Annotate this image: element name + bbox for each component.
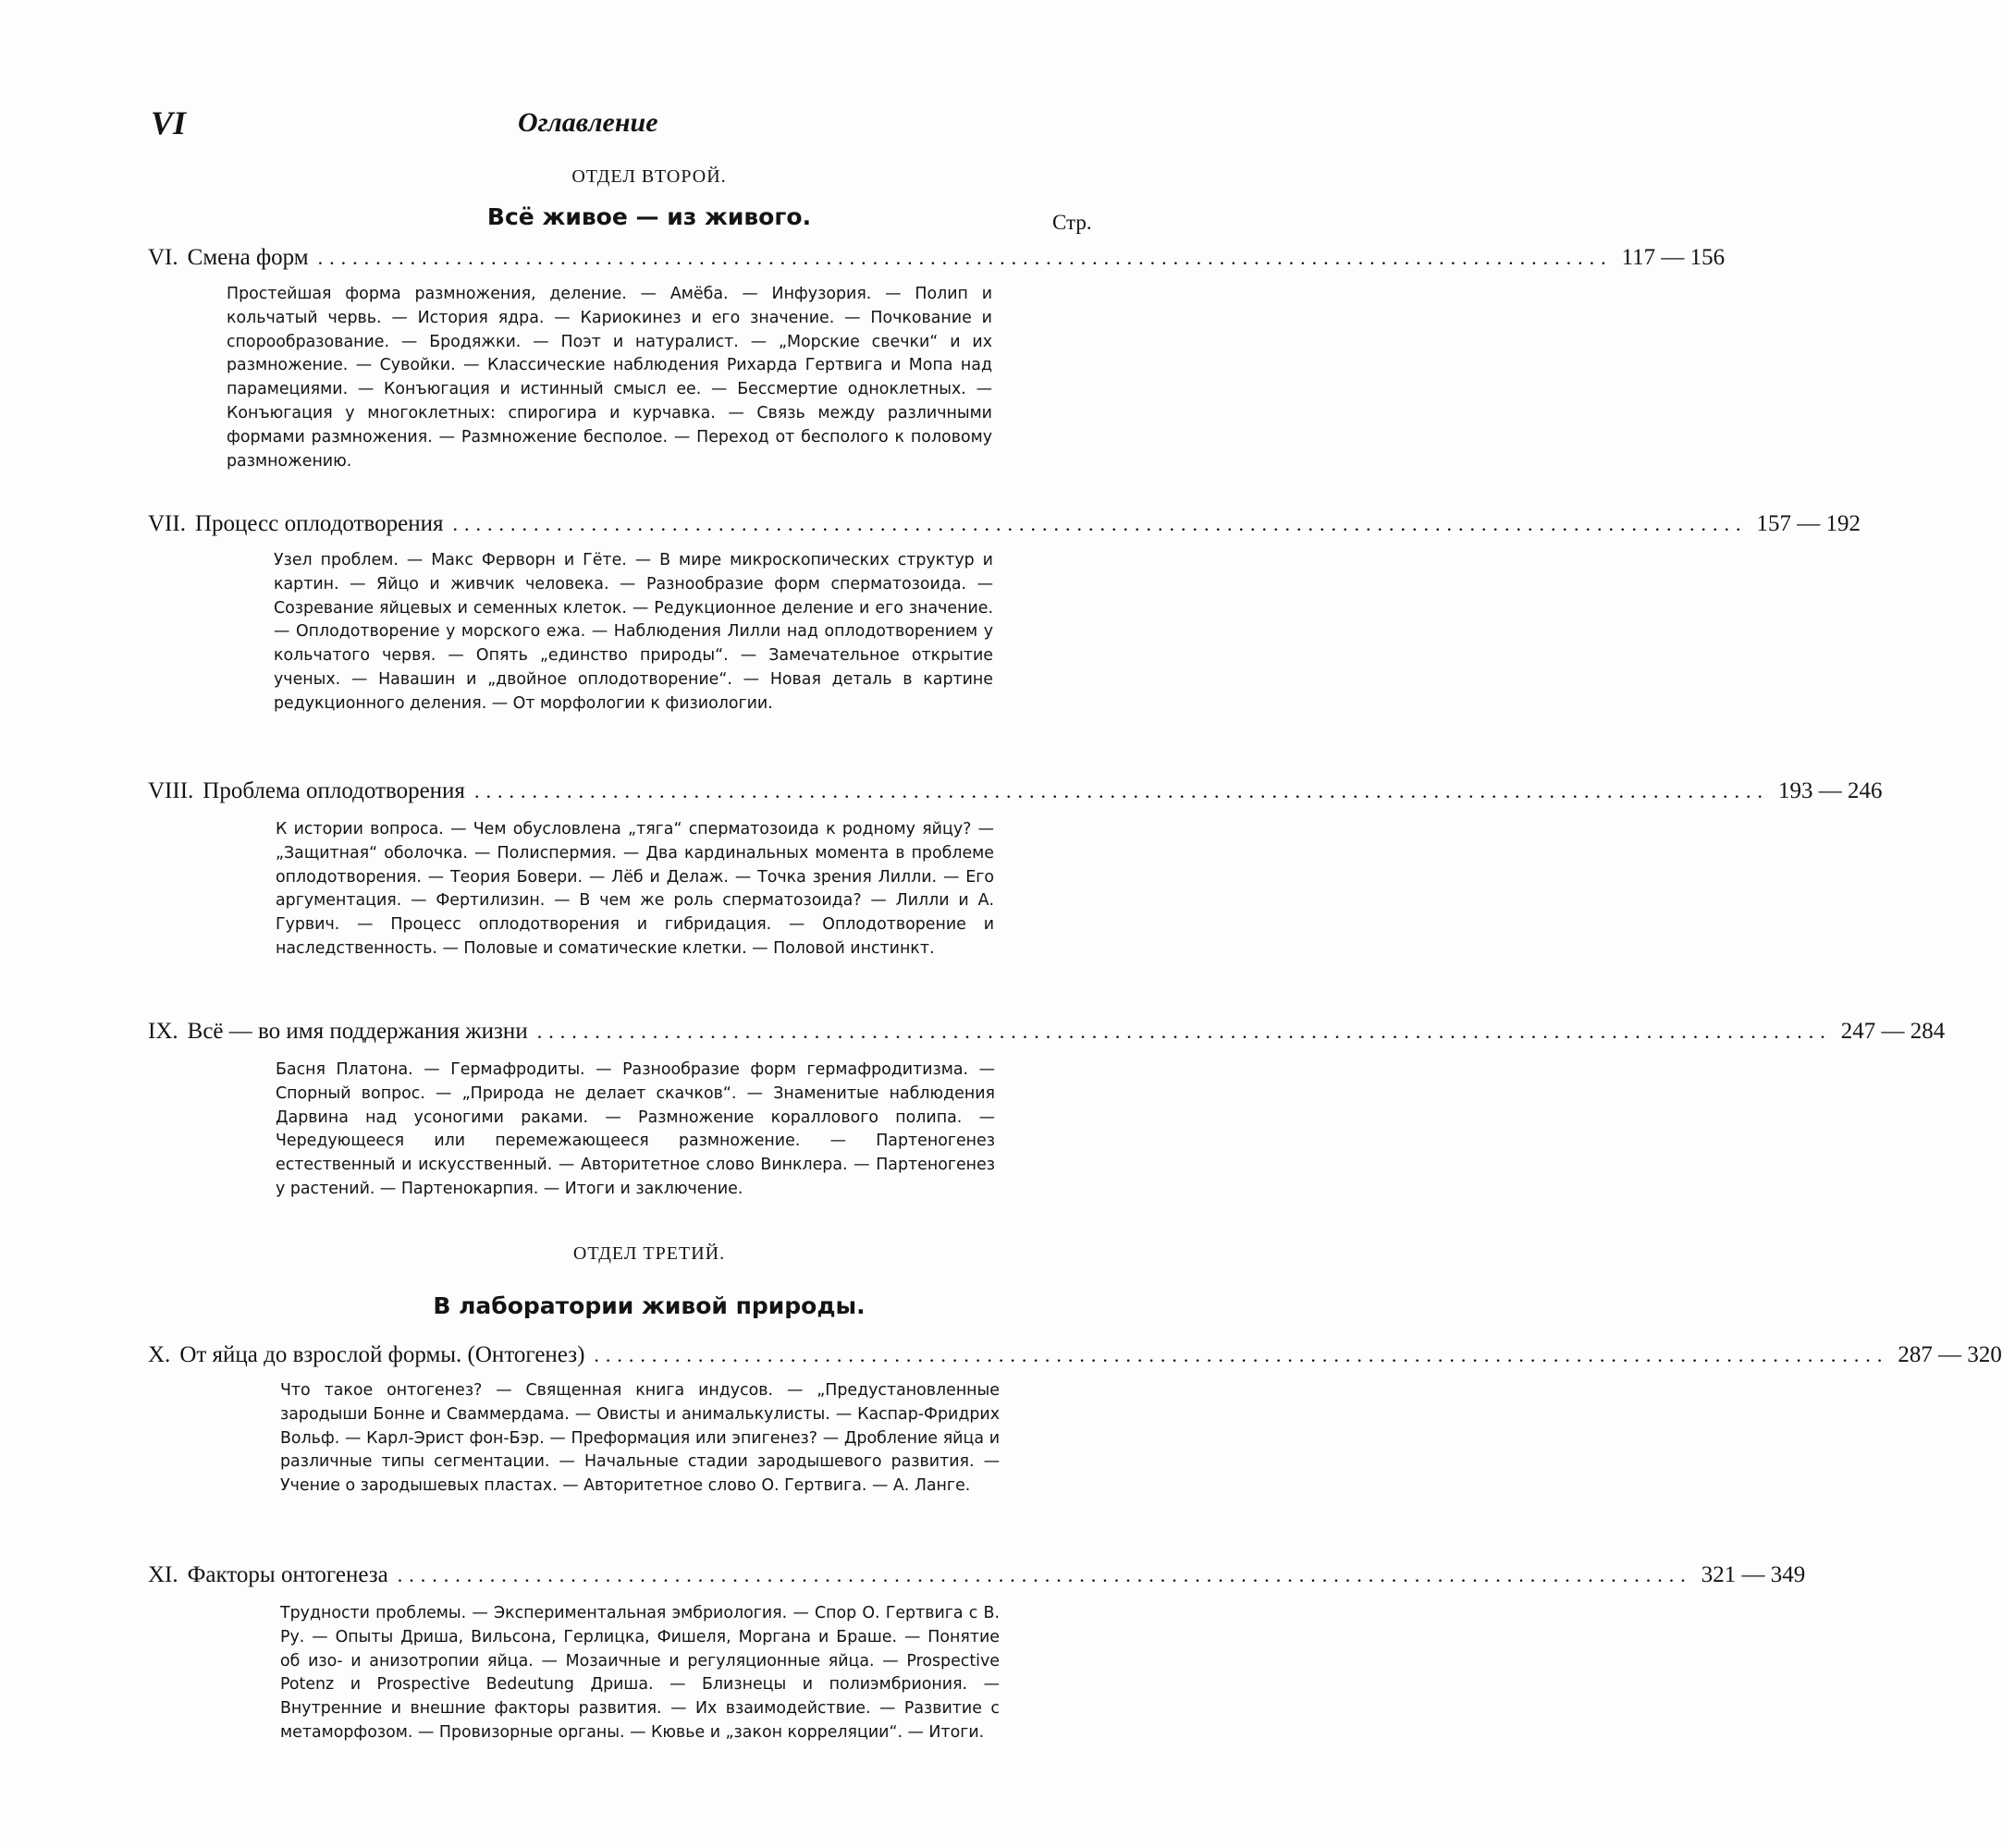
toc-entry[interactable] <box>148 1019 1946 1045</box>
chapter-title: Всё — во имя поддержания жизни <box>187 1019 528 1044</box>
chapter-description: К истории вопроса. — Чем обусловлена „тяга“ сперматозоида к родному яйцу? — „Защитная“ оболочка. — Полиспермия. — Два кардинальных момента в проблеме оплодотворения. — Теория Бовери. — Лёб и Делаж. — Точка зрения Лилли. — Его аргументация. — Фертилизин. — В чем же роль сперматозоида? — Лилли и А. Гурвич. — Процесс оплодотворения и гибридация. — Оплодотворение и наследственность. — Половые и соматические клетки. — Половой инстинкт. <box>276 820 994 958</box>
toc-entry[interactable] <box>148 778 1883 804</box>
section-title: Всё живое — из живого. <box>486 203 812 230</box>
page-column-label: Стр. <box>1052 211 1092 234</box>
toc-entry[interactable] <box>148 245 1726 271</box>
toc-entry[interactable] <box>148 1342 2002 1368</box>
chapter-title: Процесс оплодотворения <box>194 511 444 536</box>
toc-entry[interactable] <box>148 511 1861 537</box>
dot-leader: ................................................................................................................ <box>317 246 1613 269</box>
chapter-number: XI. <box>148 1562 178 1587</box>
toc-entry[interactable] <box>148 1562 1806 1588</box>
chapter-title: Факторы онтогенеза <box>187 1562 388 1587</box>
chapter-number: VI. <box>148 245 178 270</box>
chapter-description: Басня Платона. — Гермафродиты. — Разнообразие форм гермафродитизма. — Спорный вопрос. — „Природа не делает скачков“. — Знаменитые наблюдения Дарвина над усоногими раками. — Размножение кораллового полипа. — Чередующееся или перемежающееся размножение. — Партеногенез естественный и искусственный. — Авторитетное слово Винклера. — Партеногенез у растений. — Партенокарпия. — Итоги и заключение. <box>276 1060 995 1198</box>
page-range: 287 — 320 <box>1898 1342 2002 1367</box>
running-title: Оглавление <box>518 107 658 138</box>
chapter-title: Проблема оплодотворения <box>203 778 465 803</box>
chapter-number: VIII. <box>148 778 194 803</box>
dot-leader: ................................................................................................................ <box>536 1020 1832 1043</box>
dot-leader: ................................................................................................................ <box>473 779 1769 802</box>
dot-leader: ................................................................................................................ <box>397 1563 1692 1586</box>
chapter-number: IX. <box>148 1019 178 1044</box>
page-range: 117 — 156 <box>1621 245 1726 270</box>
dot-leader: ................................................................................................................ <box>594 1343 1889 1366</box>
chapter-number: VII. <box>148 511 186 536</box>
page-range: 321 — 349 <box>1701 1562 1806 1587</box>
chapter-title: От яйца до взрослой формы. (Онтогенез) <box>179 1342 585 1367</box>
chapter-number: X. <box>148 1342 171 1367</box>
section-label: ОТДЕЛ ВТОРОЙ. <box>571 166 727 187</box>
section-label: ОТДЕЛ ТРЕТИЙ. <box>572 1243 726 1264</box>
page-range: 193 — 246 <box>1777 778 1883 803</box>
page-range: 157 — 192 <box>1756 511 1861 536</box>
page-range: 247 — 284 <box>1840 1019 1946 1044</box>
page-folio: VI <box>151 104 187 141</box>
chapter-description: Узел проблем. — Макс Ферворн и Гёте. — В мире микроскопических структур и картин. — Яйцо и живчик человека. — Разнообразие форм сперматозоида. — Созревание яйцевых и семенных клеток. — Редукционное деление и его значение. — Оплодотворение у морского ежа. — Наблюдения Лилли над оплодотворением у кольчатого червя. — Опять „единство природы“. — Замечательное открытие ученых. — Навашин и „двойное оплодотворение“. — Новая деталь в картине редукционного деления. — От морфологии к физиологии. <box>274 551 993 713</box>
chapter-title: Смена форм <box>187 245 309 270</box>
dot-leader: ................................................................................................................ <box>452 512 1748 535</box>
section-title: В лаборатории живой природы. <box>433 1292 866 1319</box>
chapter-description: Простейшая форма размножения, деление. — Амёба. — Инфузория. — Полип и кольчатый червь. — История ядра. — Кариокинез и его значение. — Почкование и спорообразование. — Бродяжки. — Поэт и натуралист. — „Морские свечки“ и их размножение. — Сувойки. — Классические наблюдения Рихарда Гертвига и Мопа над парамециями. — Конъюгация и истинный смысл ее. — Бессмертие одноклетных. — Конъюгация у многоклетных: спирогира и курчавка. — Связь между различными формами размножения. — Размножение бесполое. — Переход от бесполого к половому размножению. <box>227 285 992 471</box>
chapter-description: Трудности проблемы. — Экспериментальная эмбриология. — Спор О. Гертвига с В. Ру. — Опыты Дриша, Вильсона, Герлицка, Фишеля, Моргана и Браше. — Понятие об изо- и анизотропии яйца. — Мозаичные и регуляционные яйца. — Prospective Potenz и Prospective Bedeutung Дриша. — Близнецы и полиэмбриония. — Внутренние и внешние факторы развития. — Их взаимодействие. — Развитие с метаморфозом. — Провизорные органы. — Кювье и „закон корреляции“. — Итоги. <box>280 1604 1000 1742</box>
chapter-description: Что такое онтогенез? — Священная книга индусов. — „Предустановленные зародыши Бонне и Сваммердама. — Овисты и анималькулисты. — Каспар-Фридрих Вольф. — Карл-Эрист фон-Бэр. — Преформация или эпигенез? — Дробление яйца и различные типы сегментации. — Начальные стадии зародышевого развития. — Учение о зародышевых пластах. — Авторитетное слово О. Гертвига. — А. Ланге. <box>280 1381 1000 1496</box>
